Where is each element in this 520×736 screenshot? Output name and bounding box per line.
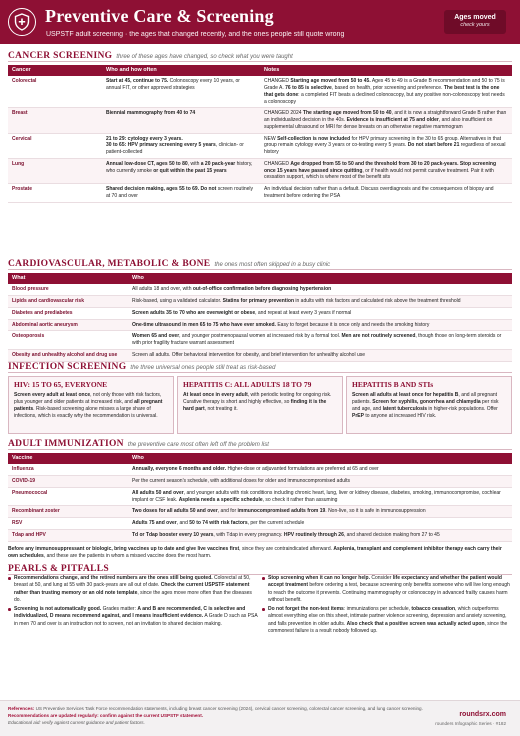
references-text: References: US Preventive Services Task Force recommendation statements, including breast cancer screening (2024), cervical cancer screening, colorectal cancer screening, and lung cancer screening. Recommendations are updated regularly: confirm against the current USPSTF statement. — [8, 706, 423, 718]
cancer-rows — [8, 76, 512, 202]
badge-subtitle: check yours — [460, 22, 490, 29]
references — [8, 706, 428, 727]
row-label: Pneumococcal — [8, 487, 128, 506]
immunization-rows — [8, 464, 512, 541]
row-notes: CHANGED Age dropped from 55 to 50 and the threshold from 30 to 20 pack-years. Stop screening once 15 years have passed since quitting, or if health would not permit curative treatment. Pair it with cessation support, which is where most of the benefit sits — [260, 158, 512, 183]
row-label: Obesity and unhealthy alcohol and drug use — [8, 349, 128, 361]
row-who: Annual low-dose CT, ages 50 to 80, with a 20 pack-year history, who currently smoke or quit within the past 15 years — [102, 158, 260, 183]
box-title: HEPATITIS C: ALL ADULTS 18 TO 79 — [183, 380, 312, 389]
cardio-section-heading — [8, 258, 512, 270]
page-subtitle: USPSTF adult screening · the ages that changed recently, and the ones people still quote wrong — [46, 31, 345, 38]
section-title: INFECTION SCREENING — [8, 362, 127, 372]
table-row — [8, 349, 512, 361]
section-title: CARDIOVASCULAR, METABOLIC & BONE — [8, 259, 211, 269]
pitfall-item: Stop screening when it can no longer help. Consider life expectancy and whether the patient would accept treatment before ordering a test, because screening only benefits someone who will live long enough to reach the outcome it prevents. Continuing mammography or colonoscopy in advanced frailty causes harm without benefit. — [262, 575, 512, 604]
row-who: All adults 18 and over, with out-of-office confirmation before diagnosing hypertension — [128, 284, 512, 295]
badge-title: Ages moved — [454, 14, 496, 21]
row-who: Per the current season's schedule, with additional doses for older and immunocompromised adults — [128, 476, 512, 488]
section-rule — [8, 449, 512, 450]
row-label: Recombinant zoster — [8, 506, 128, 518]
pitfalls-right-list — [262, 575, 512, 637]
box-title: HIV: 15 TO 65, EVERYONE — [14, 380, 108, 389]
pitfalls-section-heading — [8, 563, 512, 575]
hiv-box — [8, 376, 174, 434]
row-label: Lipids and cardiovascular risk — [8, 296, 128, 308]
educational-disclaimer: Educational aid: verify against current guidance and patient factors. — [8, 719, 145, 725]
section-desc: the preventive care most often left off the problem list — [127, 442, 269, 448]
table-row — [8, 184, 512, 203]
col-header: Notes — [260, 65, 512, 76]
table-row — [8, 506, 512, 518]
row-label: Influenza — [8, 464, 128, 475]
cardio-table — [8, 273, 512, 362]
row-label: Colorectal — [8, 76, 102, 108]
page-title: Preventive Care & Screening — [45, 6, 274, 26]
table-row — [8, 476, 512, 488]
section-rule — [8, 269, 512, 270]
row-who: Women 65 and over, and younger postmenopausal women at increased risk by a formal tool. Men are not routinely screened, though those on long-term steroids or with prior fragility fracture warrant assessment — [128, 331, 512, 350]
table-row — [8, 158, 512, 183]
col-header: Who — [128, 453, 512, 464]
col-header: What — [8, 273, 128, 284]
row-label: Breast — [8, 108, 102, 133]
row-who: Annually, everyone 6 months and older. Higher-dose or adjuvanted formulations are preferred at 65 and over — [128, 464, 512, 475]
table-row — [8, 307, 512, 319]
col-header: Who and how often — [102, 65, 260, 76]
table-row — [8, 487, 512, 506]
hepatitis-c-box — [177, 376, 343, 434]
row-who: Biennial mammography from 40 to 74 — [102, 108, 260, 133]
row-label: RSV — [8, 518, 128, 530]
row-who: Shared decision making, ages 55 to 69. Do not screen routinely at 70 and over — [102, 184, 260, 203]
row-who: All adults 50 and over, and younger adults with risk conditions including chronic heart, lung, liver or kidney disease, diabetes, smoking, immunocompromise, cochlear implant or CSF leak. Asplenia needs a specific schedule, so check it rather than assuming — [128, 487, 512, 506]
row-who: Td or Tdap booster every 10 years, with Tdap in every pregnancy. HPV routinely through 26, and shared decision making from 27 to 45 — [128, 529, 512, 541]
section-title: PEARLS & PITFALLS — [8, 564, 109, 574]
row-label: Osteoporosis — [8, 331, 128, 350]
immunization-table — [8, 453, 512, 542]
box-text: Screen every adult at least once, not only those with risk factors, plus younger and older patients at increased risk, and all pregnant patients. Risk-based screening alone misses a large share of infections, which is exactly why the recommendation is universal. — [14, 392, 163, 420]
section-rule — [8, 372, 512, 373]
infection-section-heading — [8, 361, 512, 373]
row-notes: CHANGED 2024 The starting age moved from 50 to 40, and it is now a straightforward Grade B rather than an individualized decision in the 40s. Evidence is insufficient at 75 and older, and also insufficient on supplemental ultrasound or MRI for dense breasts on an otherwise negative mammogram — [260, 108, 512, 133]
col-header: Who — [128, 273, 512, 284]
box-text: Screen all adults at least once for hepatitis B, and all pregnant patients. Screen for syphilis, gonorrhea and chlamydia per risk and age, and latent tuberculosis in higher-risk populations. Offer PrEP to anyone at increased HIV risk. — [352, 392, 499, 420]
row-label: Diabetes and prediabetes — [8, 307, 128, 319]
page-header — [0, 0, 520, 44]
pitfall-item: Recommendations change, and the retired numbers are the ones still being quoted. Colorectal at 50, breast at 50, and lung at 55 with 30 pack-years are all out of date. Check the current USPSTF statement rather than trusting memory or an old note template, since the ages move more often than the diseases do. — [8, 575, 258, 604]
table-row — [8, 518, 512, 530]
table-row — [8, 529, 512, 541]
cardio-rows — [8, 284, 512, 361]
row-who: Screen adults 35 to 70 who are overweight or obese, and repeat at least every 3 years if normal — [128, 307, 512, 319]
series-label: rounders Infographic Series · #182 — [435, 721, 506, 726]
table-row — [8, 331, 512, 350]
col-header: Cancer — [8, 65, 102, 76]
row-who: One-time ultrasound in men 65 to 75 who have ever smoked. Easy to forget because it is once only and needs the smoking history — [128, 319, 512, 331]
col-header: Vaccine — [8, 453, 128, 464]
row-notes: NEW Self-collection is now included for HPV primary screening in the 30 to 65 group. Alternatives in that group remain cytology every 3 years or co-testing every 5 years. Do not start before 21 regardless of sexual history — [260, 133, 512, 158]
shield-icon — [8, 8, 36, 36]
row-label: Blood pressure — [8, 284, 128, 295]
section-desc: three of these ages have changed, so check what you were taught — [116, 54, 293, 60]
row-label: Lung — [8, 158, 102, 183]
row-who: Start at 45, continue to 75. Colonoscopy every 10 years, or annual FIT, or other approved strategies — [102, 76, 260, 108]
row-label: COVID-19 — [8, 476, 128, 488]
page-footer — [0, 700, 520, 736]
pitfalls-left-list — [8, 575, 258, 630]
immunosuppressant-note: Before any immunosuppressant or biologic, bring vaccines up to date and give live vaccines first, since they are contraindicated afterward. Asplenia, transplant and complement inhibitor therapy each carry their own schedules, and these are the patients in whom a missed vaccine does the most harm. — [8, 546, 502, 560]
cancer-section-heading — [8, 50, 512, 62]
row-who: Screen all adults. Offer behavioral intervention for obesity, and brief intervention for unhealthy alcohol use — [128, 349, 512, 361]
section-title: ADULT IMMUNIZATION — [8, 439, 124, 449]
row-who: 21 to 29: cytology every 3 years. 30 to 65: HPV primary screening every 5 years, clinician- or patient-collected — [102, 133, 260, 158]
table-row — [8, 464, 512, 475]
table-row — [8, 284, 512, 295]
section-rule — [8, 61, 512, 62]
table-row — [8, 133, 512, 158]
ages-moved-badge — [444, 10, 506, 34]
immunization-section-heading — [8, 438, 512, 450]
section-desc: the three universal ones people still treat as risk-based — [130, 365, 276, 371]
row-who: Two doses for all adults 50 and over, and for immunocompromised adults from 19. Non-live, so it is safe in immunosuppression — [128, 506, 512, 518]
row-notes: An individual decision rather than a default. Discuss overdiagnosis and the consequences of biopsy and treatment before ordering the PSA — [260, 184, 512, 203]
hepatitis-b-box — [346, 376, 512, 434]
cancer-table — [8, 65, 512, 203]
box-text: At least once in every adult, with periodic testing for ongoing risk. Curative therapy is short and highly effective, so finding it is the hard part, not treating it. — [183, 392, 332, 413]
section-title: CANCER SCREENING — [8, 51, 113, 61]
table-row — [8, 76, 512, 108]
table-row — [8, 296, 512, 308]
row-label: Cervical — [8, 133, 102, 158]
box-title: HEPATITIS B AND STIs — [352, 380, 434, 389]
row-label: Tdap and HPV — [8, 529, 128, 541]
row-who: Risk-based, using a validated calculator. Statins for primary prevention in adults with risk factors and calculated risk above the treatment threshold — [128, 296, 512, 308]
row-label: Abdominal aortic aneurysm — [8, 319, 128, 331]
row-notes: CHANGED Starting age moved from 50 to 45. Ages 45 to 49 is a Grade B recommendation and 50 to 75 is Grade A. 76 to 85 is selective, based on health, prior screening and preference. The best test is the one that gets done: a completed FIT beats a declined colonoscopy, but any positive non-colonoscopy test needs a colonoscopy — [260, 76, 512, 108]
table-row — [8, 108, 512, 133]
table-row — [8, 319, 512, 331]
section-desc: the ones most often skipped in a busy clinic — [214, 262, 331, 268]
row-who: Adults 75 and over, and 50 to 74 with risk factors, per the current schedule — [128, 518, 512, 530]
pitfall-item: Screening is not automatically good. Grades matter: A and B are recommended, C is selective and individualized, D means recommend against, and I means insufficient evidence. A Grade D such as PSA in men 70 and over is an instruction not to screen, not an invitation to shared decision making. — [8, 606, 258, 628]
row-label: Prostate — [8, 184, 102, 203]
pitfall-item: Do not forget the non-test items: immunizations per schedule, tobacco cessation, which outperforms almost everything else on this sheet, intimate partner violence screening, depression and anxiety screening, and falls prevention in older adults. Also check that a positive screen was actually acted upon, since the commonest failure is a result nobody followed up. — [262, 606, 512, 635]
site-link[interactable]: roundsrx.com — [459, 711, 506, 718]
